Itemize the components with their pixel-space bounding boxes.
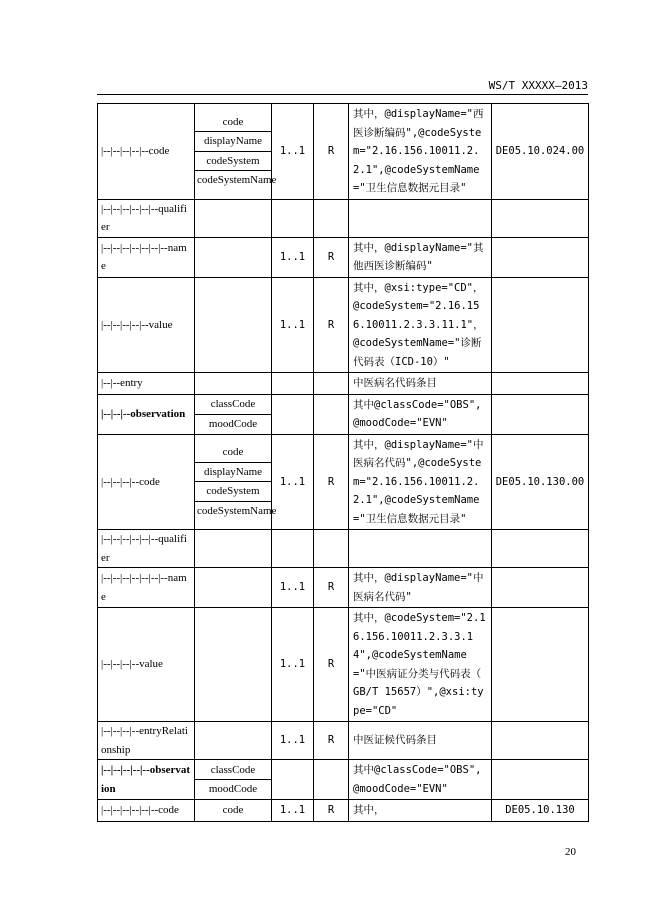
attribute-item: code — [195, 443, 271, 463]
description-cell: 其中，@codeSystem="2.16.156.10011.2.3.3.14",@codeSystemName="中医病证分类与代码表（ GB/T 15657）",@xsi:type="CD" — [349, 608, 492, 722]
table-row — [98, 800, 589, 822]
constraint-cell: R — [314, 434, 349, 530]
data-element-code-cell — [492, 760, 589, 800]
element-path-cell: |--|--entry — [98, 373, 195, 395]
table-row — [98, 237, 589, 277]
element-path-cell: |--|--|--|--|--|--code — [98, 800, 195, 822]
cardinality-cell: 1..1 — [272, 434, 314, 530]
attribute-item: moodCode — [208, 783, 258, 795]
data-element-code-cell: DE05.10.130 — [492, 800, 589, 822]
data-element-code-cell — [492, 277, 589, 373]
description-cell — [349, 530, 492, 568]
element-path-cell: |--|--|--|--entryRelationship — [98, 722, 195, 760]
attributes-cell — [195, 800, 272, 822]
table-row — [98, 277, 589, 373]
element-path-cell: |--|--|--|--|--|--|--name — [98, 568, 195, 608]
description-cell: 其中@classCode="OBS",@moodCode="EVN" — [349, 394, 492, 434]
attributes-cell — [195, 373, 272, 395]
attributes-cell — [195, 237, 272, 277]
constraint-cell: R — [314, 104, 349, 200]
constraint-cell — [314, 530, 349, 568]
description-cell: 其中，@displayName="中医病名代码",@codeSystem="2.16.156.10011.2.2.1",@codeSystemName="卫生信息数据元目录" — [349, 434, 492, 530]
element-path-cell: |--|--|--observation — [98, 394, 195, 434]
data-element-code-cell — [492, 568, 589, 608]
cardinality-cell — [272, 394, 314, 434]
description-cell: 中医证候代码条目 — [349, 722, 492, 760]
table-row — [98, 568, 589, 608]
table-row — [98, 373, 589, 395]
page-number: 20 — [565, 846, 576, 858]
table-body — [98, 104, 589, 822]
constraint-cell — [314, 199, 349, 237]
cardinality-cell — [272, 530, 314, 568]
attributes-cell — [195, 394, 272, 434]
attributes-cell — [195, 608, 272, 722]
description-cell: 其中，@displayName="中医病名代码" — [349, 568, 492, 608]
cardinality-cell — [272, 199, 314, 237]
standard-number: WS/T XXXXX—2013 — [488, 79, 588, 92]
table-row — [98, 760, 589, 800]
cardinality-cell: 1..1 — [272, 608, 314, 722]
constraint-cell: R — [314, 608, 349, 722]
table-row — [98, 722, 589, 760]
data-element-code-cell — [492, 608, 589, 722]
attribute-item: code — [222, 804, 244, 816]
element-path-cell: |--|--|--|--code — [98, 434, 195, 530]
constraint-cell: R — [314, 568, 349, 608]
attribute-item: displayName — [195, 463, 271, 483]
constraint-cell: R — [314, 722, 349, 760]
cardinality-cell: 1..1 — [272, 104, 314, 200]
element-path-cell: |--|--|--|--|--value — [98, 277, 195, 373]
attributes-cell — [195, 722, 272, 760]
data-element-code-cell — [492, 199, 589, 237]
description-cell: 其中，@xsi:type="CD"，@codeSystem="2.16.156.10011.2.3.3.11.1"，@codeSystemName="诊断代码表（ICD-10）" — [349, 277, 492, 373]
element-path-cell: |--|--|--|--value — [98, 608, 195, 722]
table-row — [98, 608, 589, 722]
attribute-item: codeSystemName — [197, 504, 277, 517]
table-row — [98, 394, 589, 434]
cardinality-cell: 1..1 — [272, 277, 314, 373]
table-row — [98, 199, 589, 237]
header-rule — [97, 94, 588, 95]
cardinality-cell: 1..1 — [272, 237, 314, 277]
attribute-item: classCode — [195, 761, 271, 781]
data-element-code-cell — [492, 394, 589, 434]
cardinality-cell — [272, 373, 314, 395]
element-path-cell: |--|--|--|--|--|--|--name — [98, 237, 195, 277]
cardinality-cell: 1..1 — [272, 568, 314, 608]
attribute-item: displayName — [195, 132, 271, 152]
cardinality-cell — [272, 760, 314, 800]
table-row — [98, 434, 589, 530]
element-path-cell: |--|--|--|--|--observation — [98, 760, 195, 800]
element-path-cell: |--|--|--|--|--code — [98, 104, 195, 200]
constraint-cell — [314, 760, 349, 800]
table-row — [98, 530, 589, 568]
attributes-cell — [195, 277, 272, 373]
data-element-code-cell — [492, 237, 589, 277]
cardinality-cell: 1..1 — [272, 800, 314, 822]
attribute-item: codeSystem — [195, 152, 271, 172]
data-element-code-cell: DE05.10.024.00 — [492, 104, 589, 200]
cardinality-cell: 1..1 — [272, 722, 314, 760]
data-element-code-cell — [492, 722, 589, 760]
constraint-cell — [314, 394, 349, 434]
attribute-item: moodCode — [208, 417, 258, 430]
description-cell: 其中，@displayName="西医诊断编码",@codeSystem="2.16.156.10011.2.2.1",@codeSystemName="卫生信息数据元目录" — [349, 104, 492, 200]
description-cell — [349, 199, 492, 237]
data-element-code-cell — [492, 530, 589, 568]
constraint-cell — [314, 373, 349, 395]
constraint-cell: R — [314, 237, 349, 277]
attributes-cell — [195, 434, 277, 530]
attributes-cell — [195, 568, 272, 608]
data-element-code-cell — [492, 373, 589, 395]
description-cell: 其中@classCode="OBS",@moodCode="EVN" — [349, 760, 492, 800]
attribute-item: codeSystemName — [197, 174, 277, 187]
attributes-cell — [195, 104, 277, 200]
constraint-cell: R — [314, 800, 349, 822]
constraint-cell: R — [314, 277, 349, 373]
data-element-code-cell: DE05.10.130.00 — [492, 434, 589, 530]
spec-table — [97, 103, 589, 822]
attributes-cell — [195, 199, 272, 237]
description-cell: 中医病名代码条目 — [349, 373, 492, 395]
attribute-item: classCode — [195, 395, 271, 415]
attributes-cell — [195, 760, 272, 800]
description-cell: 其中， — [349, 800, 492, 822]
description-cell: 其中，@displayName="其他西医诊断编码" — [349, 237, 492, 277]
table-row — [98, 104, 589, 200]
attributes-cell — [195, 530, 272, 568]
element-path-cell: |--|--|--|--|--|--qualifier — [98, 199, 195, 237]
attribute-item: code — [195, 113, 271, 133]
attribute-item: codeSystem — [195, 482, 271, 502]
element-path-cell: |--|--|--|--|--|--qualifier — [98, 530, 195, 568]
